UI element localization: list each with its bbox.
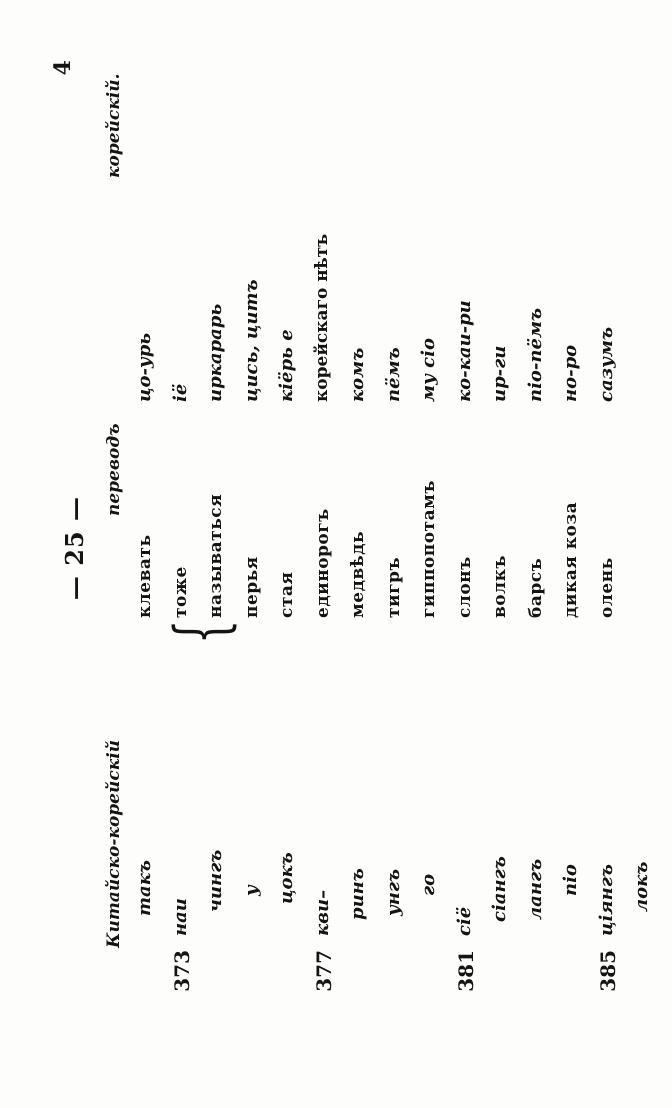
- korean-word: іё: [169, 383, 191, 402]
- translation: слонъ: [454, 556, 475, 618]
- column-header-korean: корейскій.: [104, 73, 124, 178]
- chinese-korean-word: цокъ: [276, 852, 297, 904]
- chinese-korean-word: локъ: [631, 861, 652, 912]
- table-row: [203, 0, 239, 1108]
- chinese-korean-word: лангъ: [524, 858, 546, 920]
- translation: олень: [596, 557, 617, 618]
- table-row: [416, 0, 452, 1108]
- column-header-translation: переводъ: [104, 423, 124, 516]
- table-row: [310, 0, 346, 1108]
- korean-word: цо-урь: [134, 332, 155, 402]
- translation: перья: [241, 556, 262, 618]
- brace: {: [160, 619, 242, 644]
- translation: барсъ: [525, 557, 546, 618]
- korean-word: цись, цитъ: [240, 279, 262, 402]
- chinese-korean-word: такъ: [134, 860, 155, 916]
- chinese-korean-word: у: [240, 885, 262, 896]
- korean-word: пёмъ: [382, 347, 404, 402]
- table-row: [381, 0, 417, 1108]
- page-header: — 25 —: [60, 495, 89, 601]
- column-header-chinese-korean: Китайско-корейскій: [104, 739, 124, 948]
- sheet-number: 4: [50, 60, 76, 76]
- translation: гиппопотамъ: [419, 480, 439, 618]
- chinese-korean-word: ціянгъ: [595, 864, 617, 936]
- korean-word: піо-пёмъ: [524, 307, 546, 402]
- row-number: 373: [169, 950, 194, 992]
- chinese-korean-word: піо: [560, 864, 581, 896]
- chinese-korean-word: унгъ: [382, 868, 404, 916]
- table-row: [487, 0, 523, 1108]
- chinese-korean-word: сіангъ: [489, 856, 510, 922]
- table-row: [345, 0, 381, 1108]
- table-row: [523, 0, 559, 1108]
- chinese-korean-word: кви–: [311, 889, 333, 936]
- translation: дикая коза: [561, 501, 581, 618]
- translation: стая: [277, 571, 297, 618]
- korean-word: сазумъ: [595, 326, 617, 402]
- translation: тоже: [170, 566, 191, 618]
- row-number: 381: [453, 950, 478, 992]
- table-row: [168, 0, 204, 1108]
- row-number: 385: [595, 950, 620, 992]
- translation: клевать: [135, 534, 155, 618]
- row-number: 377: [311, 950, 336, 992]
- chinese-korean-word: сіё: [453, 906, 475, 936]
- translation: волкъ: [490, 555, 510, 618]
- korean-word: корейскаго нѣтъ: [311, 233, 332, 402]
- korean-word: ко-каи-ри: [453, 300, 475, 402]
- table-row: [239, 0, 275, 1108]
- korean-word: но-ро: [560, 344, 581, 402]
- korean-word: иркарарь: [205, 303, 226, 402]
- korean-word: ир-ги: [489, 345, 510, 402]
- table-row: [594, 0, 630, 1108]
- korean-word: кіёрь е: [276, 329, 297, 402]
- table-row: [452, 0, 488, 1108]
- translation: тигръ: [383, 557, 404, 618]
- korean-word: му сіо: [418, 338, 439, 402]
- vocabulary-table: [132, 0, 665, 1108]
- chinese-korean-word: чингъ: [205, 849, 226, 912]
- chinese-korean-word: го: [418, 873, 439, 896]
- korean-word: комъ: [347, 347, 368, 402]
- translation: единорогъ: [312, 508, 333, 618]
- table-row: [274, 0, 310, 1108]
- table-row: [629, 0, 665, 1108]
- table-row: [132, 0, 168, 1108]
- table-row: [558, 0, 594, 1108]
- chinese-korean-word: наи: [169, 898, 191, 936]
- chinese-korean-word: ринъ: [347, 868, 368, 920]
- translation: медвѣдь: [348, 530, 368, 618]
- translation: называться: [206, 493, 226, 618]
